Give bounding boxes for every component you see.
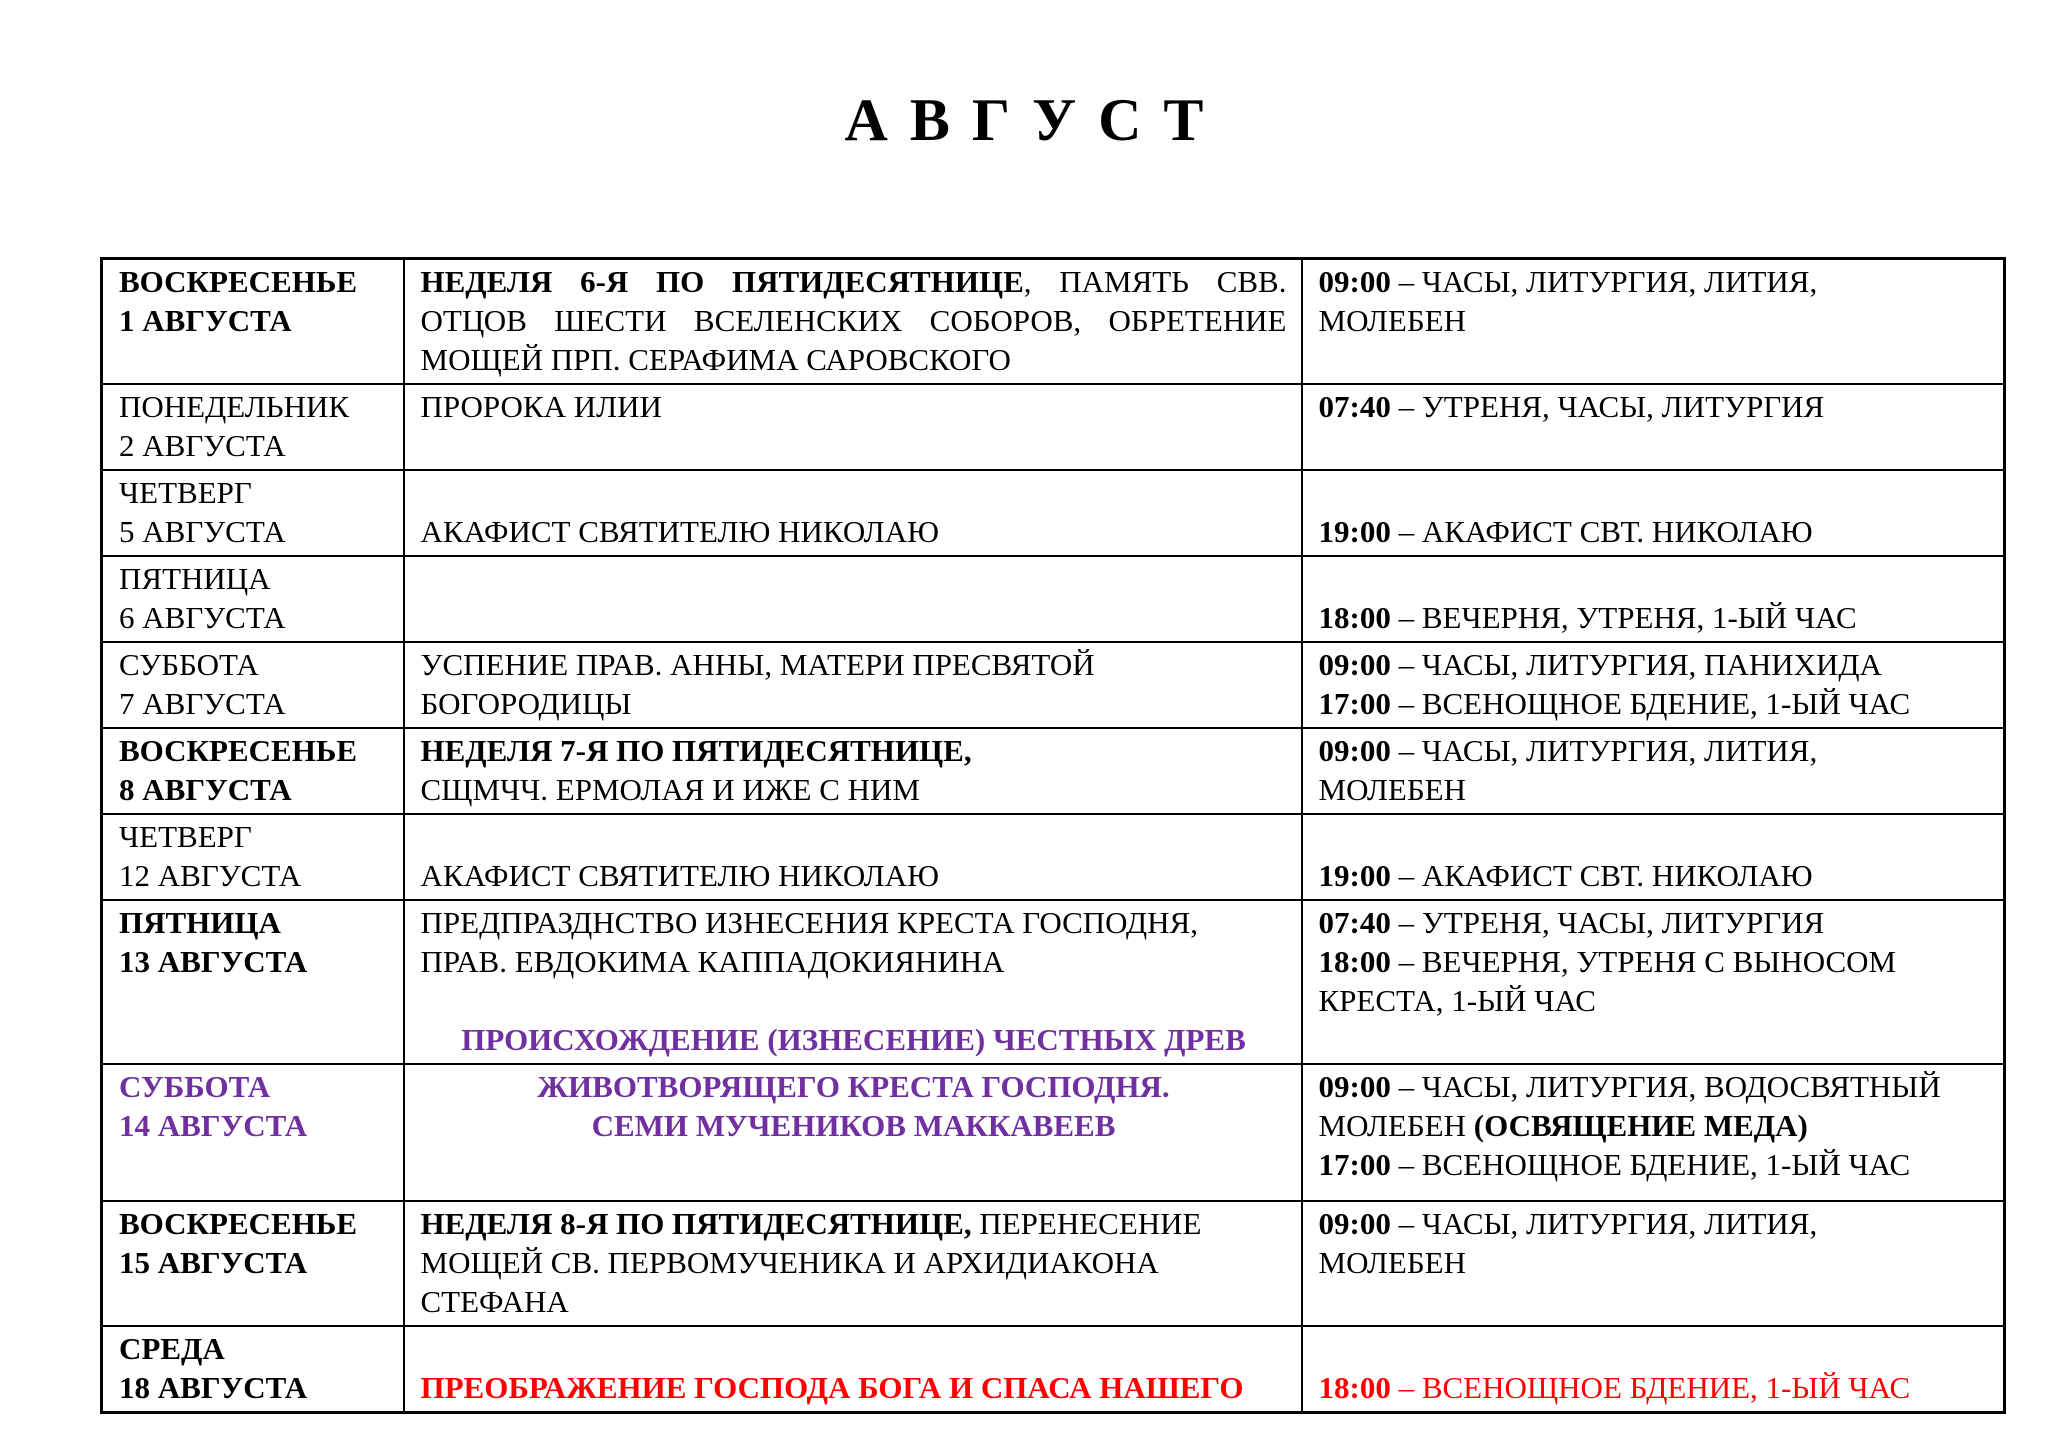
- text-line: [1319, 903, 1990, 942]
- text-line: [421, 645, 1287, 684]
- text-line: [119, 473, 389, 512]
- text-segment: – УТРЕНЯ, ЧАСЫ, ЛИТУРГИЯ: [1390, 389, 1825, 424]
- text-line: [119, 1329, 389, 1368]
- day-cell: [102, 470, 404, 556]
- services-cell: [1302, 900, 2005, 1064]
- services-cell: [1302, 384, 2005, 470]
- text-segment: 18:00: [1318, 944, 1391, 979]
- feast-cell: [404, 728, 1302, 814]
- text-line: [119, 387, 389, 426]
- feast-cell: [404, 814, 1302, 900]
- text-segment: МОЩЕЙ ПРП. СЕРАФИМА САРОВСКОГО: [420, 342, 1011, 377]
- services-cell: [1302, 642, 2005, 728]
- text-line: [1319, 262, 1990, 301]
- text-segment: 09:00: [1318, 1069, 1391, 1104]
- text-line: [1319, 301, 1990, 340]
- text-line: [1319, 598, 1990, 637]
- text-segment: – ВСЕНОЩНОЕ БДЕНИЕ, 1-ЫЙ ЧАС: [1390, 1370, 1911, 1405]
- text-segment: МОЛЕБЕН: [1318, 1108, 1474, 1143]
- text-segment: НЕДЕЛЯ 6-Я ПО ПЯТИДЕСЯТНИЦЕ: [420, 264, 1024, 299]
- day-cell: [102, 1326, 404, 1413]
- text-line: [421, 1204, 1287, 1243]
- text-line: [421, 684, 1287, 723]
- text-line: [1319, 942, 1990, 981]
- text-line: [421, 512, 1287, 551]
- text-line: [421, 1020, 1287, 1059]
- text-segment: – ЧАСЫ, ЛИТУРГИЯ, ЛИТИЯ,: [1390, 1206, 1818, 1241]
- text-line: [1319, 645, 1990, 684]
- day-cell: [102, 642, 404, 728]
- day-cell: [102, 259, 404, 385]
- text-segment: ВОСКРЕСЕНЬЕ: [119, 733, 357, 768]
- day-cell: [102, 556, 404, 642]
- day-cell: [102, 1064, 404, 1201]
- page-title: АВГУСТ: [844, 87, 1226, 153]
- feast-cell: [404, 642, 1302, 728]
- table-row: [102, 728, 2005, 814]
- text-segment: ВОСКРЕСЕНЬЕ: [119, 1206, 357, 1241]
- text-segment: 5 АВГУСТА: [119, 514, 286, 549]
- text-segment: СРЕДА: [119, 1331, 225, 1366]
- table-row: [102, 556, 2005, 642]
- text-line: [119, 903, 389, 942]
- text-line: [119, 1368, 389, 1407]
- day-cell: [102, 728, 404, 814]
- table-row: [102, 1064, 2005, 1201]
- text-line: [119, 817, 389, 856]
- text-segment: 14 АВГУСТА: [119, 1108, 308, 1143]
- services-cell: [1302, 470, 2005, 556]
- text-segment: ПЯТНИЦА: [119, 905, 281, 940]
- text-segment: – АКАФИСТ СВТ. НИКОЛАЮ: [1390, 514, 1813, 549]
- text-line: [1319, 856, 1990, 895]
- text-segment: 15 АВГУСТА: [119, 1245, 308, 1280]
- text-line: [421, 942, 1287, 981]
- text-line: [1319, 387, 1990, 426]
- services-cell: [1302, 814, 2005, 900]
- schedule-table: [100, 257, 2006, 1414]
- text-line: [119, 856, 389, 895]
- text-segment: – УТРЕНЯ, ЧАСЫ, ЛИТУРГИЯ: [1390, 905, 1825, 940]
- day-cell: [102, 384, 404, 470]
- table-row: [102, 900, 2005, 1064]
- table-row: [102, 384, 2005, 470]
- table-row: [102, 1326, 2005, 1413]
- text-segment: ПОНЕДЕЛЬНИК: [119, 389, 350, 424]
- table-row: [102, 1201, 2005, 1326]
- text-line: [119, 301, 389, 340]
- text-segment: ЧЕТВЕРГ: [119, 475, 252, 510]
- text-segment: ВОСКРЕСЕНЬЕ: [119, 264, 357, 299]
- text-segment: ПРОРОКА ИЛИИ: [420, 389, 662, 424]
- text-segment: МОЛЕБЕН: [1318, 303, 1466, 338]
- text-line: [1319, 1145, 1990, 1184]
- table-row: [102, 470, 2005, 556]
- text-segment: 09:00: [1318, 1206, 1391, 1241]
- text-segment: 8 АВГУСТА: [119, 772, 292, 807]
- text-segment: 6 АВГУСТА: [119, 600, 286, 635]
- text-line: [421, 1368, 1287, 1407]
- feast-cell: [404, 556, 1302, 642]
- text-segment: КРЕСТА, 1-ЫЙ ЧАС: [1318, 983, 1596, 1018]
- text-segment: СЕМИ МУЧЕНИКОВ МАККАВЕЕВ: [591, 1108, 1116, 1143]
- text-line: [421, 262, 1287, 301]
- text-line: [119, 512, 389, 551]
- text-segment: ПРЕДПРАЗДНСТВО ИЗНЕСЕНИЯ КРЕСТА ГОСПОДНЯ,: [420, 905, 1198, 940]
- text-segment: – ВЕЧЕРНЯ, УТРЕНЯ, 1-ЫЙ ЧАС: [1390, 600, 1857, 635]
- text-line: [1319, 1106, 1990, 1145]
- services-cell: [1302, 556, 2005, 642]
- text-line: [1319, 731, 1990, 770]
- text-segment: 12 АВГУСТА: [119, 858, 302, 893]
- text-segment: 19:00: [1318, 858, 1391, 893]
- feast-cell: [404, 1201, 1302, 1326]
- text-line: [119, 598, 389, 637]
- feast-cell: [404, 470, 1302, 556]
- text-line: [421, 770, 1287, 809]
- text-line: [421, 903, 1287, 942]
- text-segment: 7 АВГУСТА: [119, 686, 286, 721]
- services-cell: [1302, 1201, 2005, 1326]
- text-segment: НЕДЕЛЯ 8-Я ПО ПЯТИДЕСЯТНИЦЕ,: [420, 1206, 972, 1241]
- text-line: [421, 1243, 1287, 1282]
- feast-cell: [404, 384, 1302, 470]
- table-row: [102, 642, 2005, 728]
- text-segment: – ЧАСЫ, ЛИТУРГИЯ, ЛИТИЯ,: [1390, 264, 1818, 299]
- table-row: [102, 814, 2005, 900]
- text-segment: ПЯТНИЦА: [119, 561, 271, 596]
- text-segment: ПРАВ. ЕВДОКИМА КАППАДОКИЯНИНА: [420, 944, 1005, 979]
- text-line: [119, 684, 389, 723]
- feast-cell: [404, 1326, 1302, 1413]
- text-segment: 07:40: [1318, 905, 1391, 940]
- text-line: [119, 559, 389, 598]
- text-segment: ПРЕОБРАЖЕНИЕ ГОСПОДА БОГА И СПАСА НАШЕГО: [420, 1370, 1244, 1405]
- services-cell: [1302, 728, 2005, 814]
- text-segment: 2 АВГУСТА: [119, 428, 286, 463]
- text-line: [119, 942, 389, 981]
- text-line: [1319, 1243, 1990, 1282]
- text-segment: МОЛЕБЕН: [1318, 772, 1466, 807]
- text-segment: ЧЕТВЕРГ: [119, 819, 252, 854]
- text-line: [1319, 1067, 1990, 1106]
- text-segment: ЖИВОТВОРЯЩЕГО КРЕСТА ГОСПОДНЯ.: [537, 1069, 1170, 1104]
- text-line: [1319, 684, 1990, 723]
- text-line: [1319, 1368, 1990, 1407]
- text-segment: БОГОРОДИЦЫ: [420, 686, 632, 721]
- text-segment: – ВСЕНОЩНОЕ БДЕНИЕ, 1-ЫЙ ЧАС: [1390, 686, 1911, 721]
- text-line: [421, 1067, 1287, 1106]
- text-segment: 13 АВГУСТА: [119, 944, 308, 979]
- text-segment: 17:00: [1318, 1147, 1391, 1182]
- text-line: [119, 1067, 389, 1106]
- text-line: [421, 1106, 1287, 1145]
- text-line: [421, 301, 1287, 340]
- day-cell: [102, 1201, 404, 1326]
- text-segment: – ЧАСЫ, ЛИТУРГИЯ, ЛИТИЯ,: [1390, 733, 1818, 768]
- text-segment: – АКАФИСТ СВТ. НИКОЛАЮ: [1390, 858, 1813, 893]
- text-segment: – ВЕЧЕРНЯ, УТРЕНЯ С ВЫНОСОМ: [1390, 944, 1897, 979]
- text-line: [119, 770, 389, 809]
- text-segment: 18 АВГУСТА: [119, 1370, 308, 1405]
- text-segment: УСПЕНИЕ ПРАВ. АННЫ, МАТЕРИ ПРЕСВЯТОЙ: [420, 647, 1095, 682]
- text-line: [119, 731, 389, 770]
- text-segment: 09:00: [1318, 733, 1391, 768]
- text-line: [421, 856, 1287, 895]
- text-line: [1319, 770, 1990, 809]
- text-line: [1319, 981, 1990, 1020]
- text-segment: 17:00: [1318, 686, 1391, 721]
- text-segment: , ПАМЯТЬ СВВ.: [1023, 264, 1287, 299]
- text-segment: МОЛЕБЕН: [1318, 1245, 1466, 1280]
- text-segment: 19:00: [1318, 514, 1391, 549]
- text-segment: СЩМЧЧ. ЕРМОЛАЯ И ИЖЕ С НИМ: [420, 772, 920, 807]
- text-segment: 09:00: [1318, 264, 1391, 299]
- services-cell: [1302, 1064, 2005, 1201]
- text-line: [1319, 1204, 1990, 1243]
- text-segment: 07:40: [1318, 389, 1391, 424]
- services-cell: [1302, 1326, 2005, 1413]
- text-segment: 1 АВГУСТА: [119, 303, 292, 338]
- text-segment: 09:00: [1318, 647, 1391, 682]
- text-segment: ОТЦОВ ШЕСТИ ВСЕЛЕНСКИХ СОБОРОВ, ОБРЕТЕНИЕ: [420, 303, 1287, 338]
- text-line: [421, 731, 1287, 770]
- text-line: [119, 1106, 389, 1145]
- text-line: [119, 262, 389, 301]
- text-line: [421, 1282, 1287, 1321]
- text-segment: (ОСВЯЩЕНИЕ МЕДА): [1473, 1108, 1808, 1143]
- text-segment: – ЧАСЫ, ЛИТУРГИЯ, ВОДОСВЯТНЫЙ: [1390, 1069, 1941, 1104]
- text-segment: – ЧАСЫ, ЛИТУРГИЯ, ПАНИХИДА: [1390, 647, 1882, 682]
- text-segment: 18:00: [1318, 600, 1391, 635]
- text-segment: НЕДЕЛЯ 7-Я ПО ПЯТИДЕСЯТНИЦЕ,: [420, 733, 972, 768]
- text-line: [119, 426, 389, 465]
- text-segment: СТЕФАНА: [420, 1284, 569, 1319]
- text-segment: ПРОИСХОЖДЕНИЕ (ИЗНЕСЕНИЕ) ЧЕСТНЫХ ДРЕВ: [461, 1022, 1246, 1057]
- text-segment: АКАФИСТ СВЯТИТЕЛЮ НИКОЛАЮ: [420, 514, 939, 549]
- text-line: [119, 1243, 389, 1282]
- feast-cell: [404, 259, 1302, 385]
- text-segment: СУББОТА: [119, 647, 259, 682]
- services-cell: [1302, 259, 2005, 385]
- text-segment: 18:00: [1318, 1370, 1391, 1405]
- text-line: [1319, 512, 1990, 551]
- text-segment: – ВСЕНОЩНОЕ БДЕНИЕ, 1-ЫЙ ЧАС: [1390, 1147, 1911, 1182]
- text-line: [119, 645, 389, 684]
- day-cell: [102, 900, 404, 1064]
- text-segment: МОЩЕЙ СВ. ПЕРВОМУЧЕНИКА И АРХИДИАКОНА: [420, 1245, 1159, 1280]
- feast-cell: [404, 900, 1302, 1064]
- text-segment: СУББОТА: [119, 1069, 271, 1104]
- text-segment: АКАФИСТ СВЯТИТЕЛЮ НИКОЛАЮ: [420, 858, 939, 893]
- table-row: [102, 259, 2005, 385]
- text-line: [119, 1204, 389, 1243]
- text-line: [421, 387, 1287, 426]
- text-line: [421, 981, 1287, 1020]
- day-cell: [102, 814, 404, 900]
- text-segment: ПЕРЕНЕСЕНИЕ: [971, 1206, 1202, 1241]
- text-line: [421, 340, 1287, 379]
- feast-cell: [404, 1064, 1302, 1201]
